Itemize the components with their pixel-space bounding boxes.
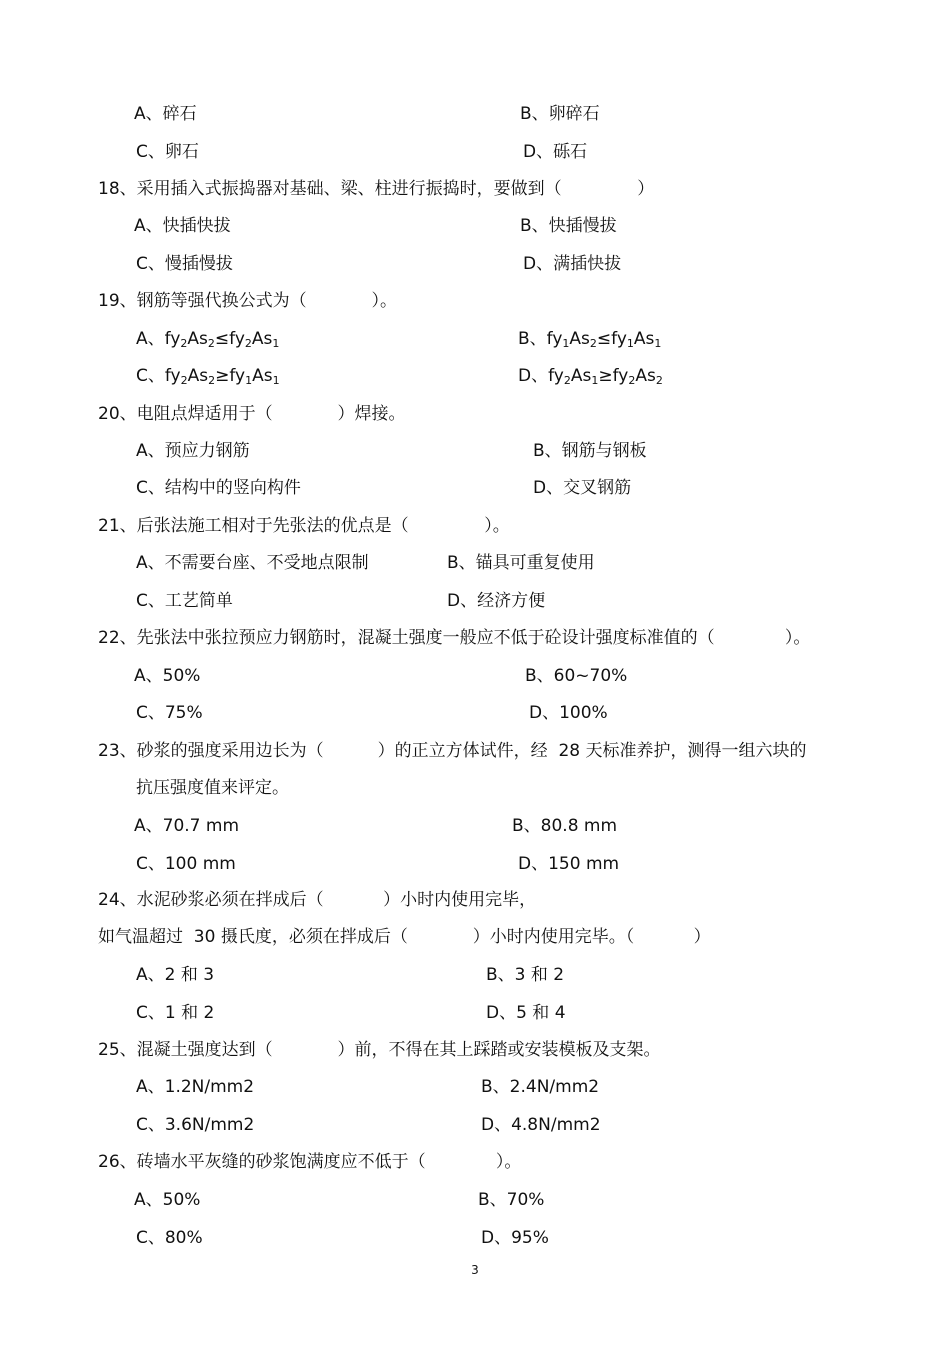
- option-c: C、100 mm: [136, 854, 236, 874]
- option-a: A、预应力钢筋: [136, 441, 250, 461]
- option-a: A、碎石: [134, 104, 197, 124]
- question-19: 19、钢筋等强代换公式为（ ）。: [98, 291, 397, 311]
- option-b: B、3 和 2: [486, 965, 565, 985]
- option-b: B、60~70%: [525, 666, 628, 686]
- question-26: 26、砖墙水平灰缝的砂浆饱满度应不低于（ ）。: [98, 1152, 522, 1172]
- option-b: B、80.8 mm: [512, 816, 618, 836]
- option-d: D、95%: [481, 1228, 549, 1248]
- question-23-continued: 抗压强度值来评定。: [136, 778, 289, 798]
- option-d: D、fy2As1≥fy2As2: [518, 366, 663, 387]
- question-24-continued: 如气温超过 30 摄氏度，必须在拌成后（ ）小时内使用完毕。（ ）: [98, 927, 711, 947]
- option-d: D、经济方便: [447, 591, 546, 611]
- option-c: C、慢插慢拔: [136, 254, 233, 274]
- option-a: A、fy2As2≤fy2As1: [136, 329, 280, 350]
- option-b: B、70%: [478, 1190, 545, 1210]
- question-23: 23、砂浆的强度采用边长为（ ）的正立方体试件，经 28 天标准养护，测得一组六块的: [98, 741, 807, 761]
- question-18: 18、采用插入式振捣器对基础、梁、柱进行振捣时，要做到（ ）: [98, 179, 655, 199]
- option-c: C、80%: [136, 1228, 203, 1248]
- option-a: A、50%: [134, 1190, 201, 1210]
- option-c: C、工艺简单: [136, 591, 233, 611]
- option-c: C、结构中的竖向构件: [136, 478, 301, 498]
- option-d: D、4.8N/mm2: [481, 1115, 601, 1135]
- option-d: D、砾石: [523, 142, 588, 162]
- option-d: D、交叉钢筋: [533, 478, 632, 498]
- option-a: A、不需要台座、不受地点限制: [136, 553, 369, 573]
- option-c: C、1 和 2: [136, 1003, 215, 1023]
- option-d: D、5 和 4: [486, 1003, 566, 1023]
- option-c: C、卵石: [136, 142, 199, 162]
- question-24: 24、水泥砂浆必须在拌成后（ ）小时内使用完毕，: [98, 890, 537, 910]
- option-d: D、满插快拔: [523, 254, 622, 274]
- question-20: 20、电阻点焊适用于（ ）焊接。: [98, 404, 406, 424]
- option-a: A、2 和 3: [136, 965, 215, 985]
- option-b: B、fy1As2≤fy1As1: [518, 329, 662, 350]
- option-a: A、快插快拔: [134, 216, 231, 236]
- question-22: 22、先张法中张拉预应力钢筋时，混凝土强度一般应不低于砼设计强度标准值的（ ）。: [98, 628, 811, 648]
- option-b: B、锚具可重复使用: [447, 553, 595, 573]
- option-d: D、150 mm: [518, 854, 620, 874]
- option-a: A、70.7 mm: [134, 816, 240, 836]
- page-number: 3: [471, 1263, 479, 1277]
- option-b: B、快插慢拔: [520, 216, 617, 236]
- option-a: A、1.2N/mm2: [136, 1077, 255, 1097]
- option-a: A、50%: [134, 666, 201, 686]
- option-c: C、fy2As2≥fy1As1: [136, 366, 280, 387]
- option-d: D、100%: [529, 703, 608, 723]
- option-b: B、钢筋与钢板: [533, 441, 647, 461]
- option-c: C、75%: [136, 703, 203, 723]
- option-b: B、2.4N/mm2: [481, 1077, 600, 1097]
- question-21: 21、后张法施工相对于先张法的优点是（ ）。: [98, 516, 510, 536]
- question-25: 25、混凝土强度达到（ ）前，不得在其上踩踏或安装模板及支架。: [98, 1040, 661, 1060]
- option-c: C、3.6N/mm2: [136, 1115, 255, 1135]
- option-b: B、卵碎石: [520, 104, 600, 124]
